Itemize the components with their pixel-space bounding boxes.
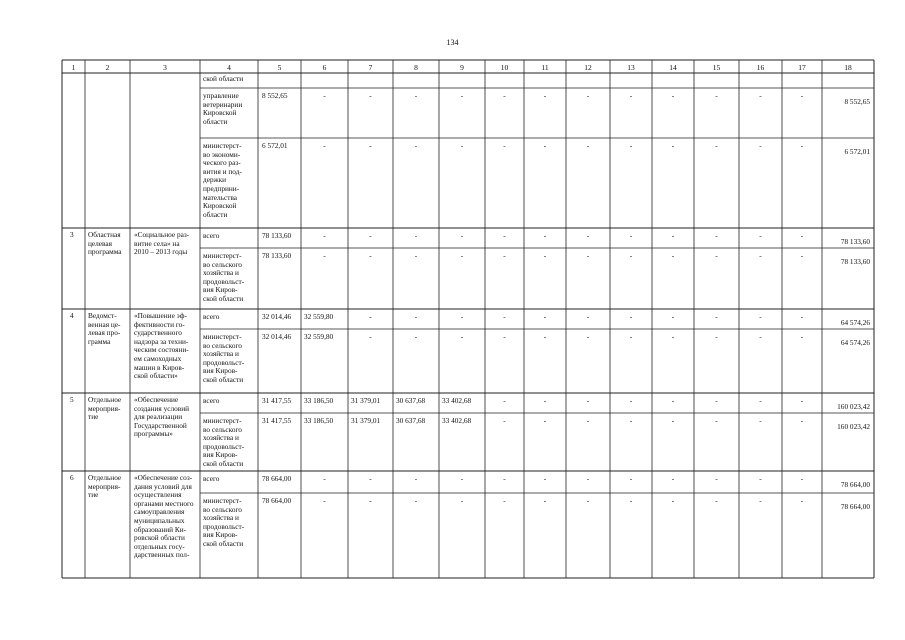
empty-cell-dash: - — [586, 141, 590, 150]
empty-cell-dash: - — [671, 416, 675, 425]
empty-cell-dash: - — [586, 416, 590, 425]
page-number: 134 — [446, 38, 459, 47]
empty-cell-dash: - — [586, 496, 590, 505]
column-header-3: 3 — [163, 63, 167, 72]
empty-cell-dash: - — [759, 474, 762, 483]
executor: управление ветеринарии Кировской области — [203, 91, 243, 126]
column-header-8: 8 — [414, 63, 418, 72]
empty-cell-dash: - — [715, 91, 718, 100]
value-col5: 78 664,00 — [262, 474, 292, 483]
value-col6: 32 559,80 — [304, 332, 334, 341]
empty-cell-dash: - — [671, 141, 675, 150]
empty-cell-dash: - — [629, 251, 633, 260]
empty-cell-dash: - — [800, 496, 804, 505]
empty-cell-dash: - — [759, 496, 762, 505]
empty-cell-dash: - — [671, 332, 675, 341]
empty-cell-dash: - — [759, 91, 762, 100]
value-col5: 6 572,01 — [262, 141, 288, 150]
value-col9: - — [460, 312, 464, 321]
total-value: 78 133,60 — [840, 257, 870, 266]
empty-cell-dash: - — [671, 496, 675, 505]
empty-cell-dash: - — [715, 416, 718, 425]
value-col6: 33 186,50 — [304, 416, 334, 425]
empty-cell-dash: - — [543, 474, 547, 483]
value-col9: - — [460, 474, 464, 483]
empty-cell-dash: - — [800, 396, 804, 405]
value-col9: 33 402,68 — [442, 396, 472, 405]
value-col7: - — [369, 332, 372, 341]
empty-cell-dash: - — [503, 416, 506, 425]
program-type: Областная целевая программа — [88, 230, 122, 257]
value-col7: - — [369, 496, 372, 505]
empty-cell-dash: - — [543, 312, 547, 321]
empty-cell-dash: - — [586, 312, 590, 321]
column-header-7: 7 — [368, 63, 373, 72]
value-col9: - — [460, 251, 464, 260]
empty-cell-dash: - — [543, 91, 547, 100]
executor: министерст- во экономи- ческого раз- вития и под- держки предприни- мательства Кировской области — [203, 141, 242, 219]
empty-cell-dash: - — [543, 251, 547, 260]
empty-cell-dash: - — [543, 416, 547, 425]
empty-cell-dash: - — [671, 231, 675, 240]
value-col8: - — [414, 332, 418, 341]
empty-cell-dash: - — [586, 251, 590, 260]
row-number: 3 — [70, 230, 74, 239]
executor: всего — [203, 474, 220, 483]
value-col8: - — [414, 251, 418, 260]
value-col8: 30 637,68 — [396, 396, 426, 405]
value-col7: 31 379,01 — [351, 396, 381, 405]
empty-cell-dash: - — [800, 474, 804, 483]
empty-cell-dash: - — [543, 141, 547, 150]
total-value: 64 574,26 — [840, 318, 870, 327]
empty-cell-dash: - — [671, 312, 675, 321]
empty-cell-dash: - — [800, 332, 804, 341]
column-header-18: 18 — [844, 63, 852, 72]
empty-cell-dash: - — [800, 416, 804, 425]
empty-cell-dash: - — [759, 231, 762, 240]
empty-cell-dash: - — [503, 496, 506, 505]
empty-cell-dash: - — [671, 396, 675, 405]
empty-cell-dash: - — [503, 396, 506, 405]
value-col9: - — [460, 332, 464, 341]
empty-cell-dash: - — [715, 251, 718, 260]
empty-cell-dash: - — [800, 141, 804, 150]
empty-cell-dash: - — [671, 474, 675, 483]
value-col5: 78 664,00 — [262, 496, 292, 505]
executor: всего — [203, 231, 220, 240]
total-value: 78 133,60 — [840, 237, 870, 246]
column-header-12: 12 — [584, 63, 592, 72]
empty-cell-dash: - — [759, 312, 762, 321]
value-col8: - — [414, 312, 418, 321]
value-col9: - — [460, 91, 464, 100]
empty-cell-dash: - — [543, 496, 547, 505]
total-value: 160 023,42 — [837, 402, 870, 411]
empty-cell-dash: - — [800, 231, 804, 240]
empty-cell-dash: - — [759, 251, 762, 260]
empty-cell-dash: - — [503, 474, 506, 483]
total-value: 6 572,01 — [844, 147, 870, 156]
empty-cell-dash: - — [586, 396, 590, 405]
executor: министерст- во сельского хозяйства и продовольст- вия Киров- ской области — [203, 496, 245, 548]
value-col5: 32 014,46 — [262, 312, 292, 321]
empty-cell-dash: - — [759, 416, 762, 425]
value-col8: - — [414, 141, 418, 150]
empty-cell-dash: - — [503, 91, 506, 100]
total-value: 78 664,00 — [840, 502, 870, 511]
empty-cell-dash: - — [629, 141, 633, 150]
total-value: 8 552,65 — [844, 97, 870, 106]
empty-cell-dash: - — [800, 91, 804, 100]
column-header-9: 9 — [460, 63, 464, 72]
empty-cell-dash: - — [715, 332, 718, 341]
value-col7: - — [369, 141, 372, 150]
value-col5: 32 014,46 — [262, 332, 292, 341]
empty-cell-dash: - — [671, 251, 675, 260]
value-col9: - — [460, 231, 464, 240]
total-value: 64 574,26 — [840, 338, 870, 347]
empty-cell-dash: - — [586, 231, 590, 240]
empty-cell-dash: - — [586, 474, 590, 483]
empty-cell-dash: - — [629, 396, 633, 405]
total-value: 160 023,42 — [837, 422, 870, 431]
executor: ской области — [203, 74, 244, 83]
value-col7: - — [369, 312, 372, 321]
column-header-13: 13 — [627, 63, 635, 72]
value-col5: 8 552,65 — [262, 91, 288, 100]
value-col6: - — [323, 141, 326, 150]
program-name: «Повышение эф- фективности го- сударственного надзора за техни- ческим состояни- ем самоходных машин в Киров- ской области» — [134, 311, 189, 381]
column-header-1: 1 — [71, 63, 76, 72]
value-col5: 31 417,55 — [262, 416, 292, 425]
empty-cell-dash: - — [800, 312, 804, 321]
total-value: 78 664,00 — [840, 480, 870, 489]
value-col7: - — [369, 251, 372, 260]
column-header-15: 15 — [712, 63, 721, 72]
program-type: Отдельное мероприя- тие — [88, 473, 122, 500]
empty-cell-dash: - — [629, 332, 633, 341]
value-col6: - — [323, 91, 326, 100]
value-col7: - — [369, 91, 372, 100]
empty-cell-dash: - — [543, 396, 547, 405]
value-col5: 78 133,60 — [262, 251, 292, 260]
value-col8: 30 637,68 — [396, 416, 426, 425]
empty-cell-dash: - — [759, 141, 762, 150]
executor: всего — [203, 312, 220, 321]
row-number: 4 — [70, 311, 74, 320]
empty-cell-dash: - — [503, 231, 506, 240]
empty-cell-dash: - — [503, 251, 506, 260]
empty-cell-dash: - — [503, 141, 506, 150]
empty-cell-dash: - — [800, 251, 804, 260]
row-number: 5 — [70, 395, 74, 404]
value-col8: - — [414, 496, 418, 505]
value-col6: 32 559,80 — [304, 312, 334, 321]
empty-cell-dash: - — [759, 332, 762, 341]
empty-cell-dash: - — [503, 332, 506, 341]
column-header-10: 10 — [500, 63, 509, 72]
value-col9: - — [460, 496, 464, 505]
value-col5: 78 133,60 — [262, 231, 292, 240]
column-header-2: 2 — [105, 63, 110, 72]
empty-cell-dash: - — [586, 91, 590, 100]
empty-cell-dash: - — [715, 231, 718, 240]
value-col6: - — [323, 496, 326, 505]
empty-cell-dash: - — [715, 474, 718, 483]
column-header-11: 11 — [541, 63, 549, 72]
value-col6: - — [323, 251, 326, 260]
empty-cell-dash: - — [629, 91, 633, 100]
empty-cell-dash: - — [543, 231, 547, 240]
empty-cell-dash: - — [671, 91, 675, 100]
empty-cell-dash: - — [543, 332, 547, 341]
program-name: «Обеспечение соз- дания условий для осуществления органами местного самоуправления муниципальных образований Ки- ровской области отдельных госу- дарственных пол- — [134, 473, 194, 560]
value-col6: - — [323, 231, 326, 240]
empty-cell-dash: - — [629, 312, 633, 321]
executor: всего — [203, 396, 220, 405]
empty-cell-dash: - — [759, 396, 762, 405]
value-col8: - — [414, 231, 418, 240]
column-header-16: 16 — [756, 63, 765, 72]
row-number: 6 — [70, 473, 74, 482]
program-name: «Социальное раз- витие села» на 2010 – 2013 годы — [134, 230, 190, 257]
empty-cell-dash: - — [629, 416, 633, 425]
column-header-6: 6 — [322, 63, 327, 72]
program-name: «Обеспечение создания условий для реализации Государственной программы» — [134, 395, 190, 439]
empty-cell-dash: - — [629, 496, 633, 505]
column-header-5: 5 — [277, 63, 282, 72]
empty-cell-dash: - — [715, 312, 718, 321]
executor: министерст- во сельского хозяйства и продовольст- вия Киров- ской области — [203, 251, 245, 303]
program-type: Отдельное мероприя- тие — [88, 395, 122, 422]
empty-cell-dash: - — [715, 396, 718, 405]
empty-cell-dash: - — [586, 332, 590, 341]
column-header-14: 14 — [669, 63, 677, 72]
column-header-4: 4 — [227, 63, 231, 72]
executor: министерст- во сельского хозяйства и продовольст- вия Киров- ской области — [203, 416, 245, 468]
empty-cell-dash: - — [503, 312, 506, 321]
empty-cell-dash: - — [629, 474, 633, 483]
value-col8: - — [414, 474, 418, 483]
value-col9: 33 402,68 — [442, 416, 472, 425]
value-col8: - — [414, 91, 418, 100]
value-col5: 31 417,55 — [262, 396, 292, 405]
column-header-17: 17 — [798, 63, 806, 72]
value-col7: - — [369, 231, 372, 240]
executor: министерст- во сельского хозяйства и продовольст- вия Киров- ской области — [203, 332, 245, 384]
value-col7: - — [369, 474, 372, 483]
empty-cell-dash: - — [715, 141, 718, 150]
value-col7: 31 379,01 — [351, 416, 381, 425]
empty-cell-dash: - — [629, 231, 633, 240]
program-type: Ведомст- венная це- левая про- грамма — [88, 311, 121, 346]
value-col6: 33 186,50 — [304, 396, 334, 405]
value-col9: - — [460, 141, 464, 150]
value-col6: - — [323, 474, 326, 483]
empty-cell-dash: - — [715, 496, 718, 505]
